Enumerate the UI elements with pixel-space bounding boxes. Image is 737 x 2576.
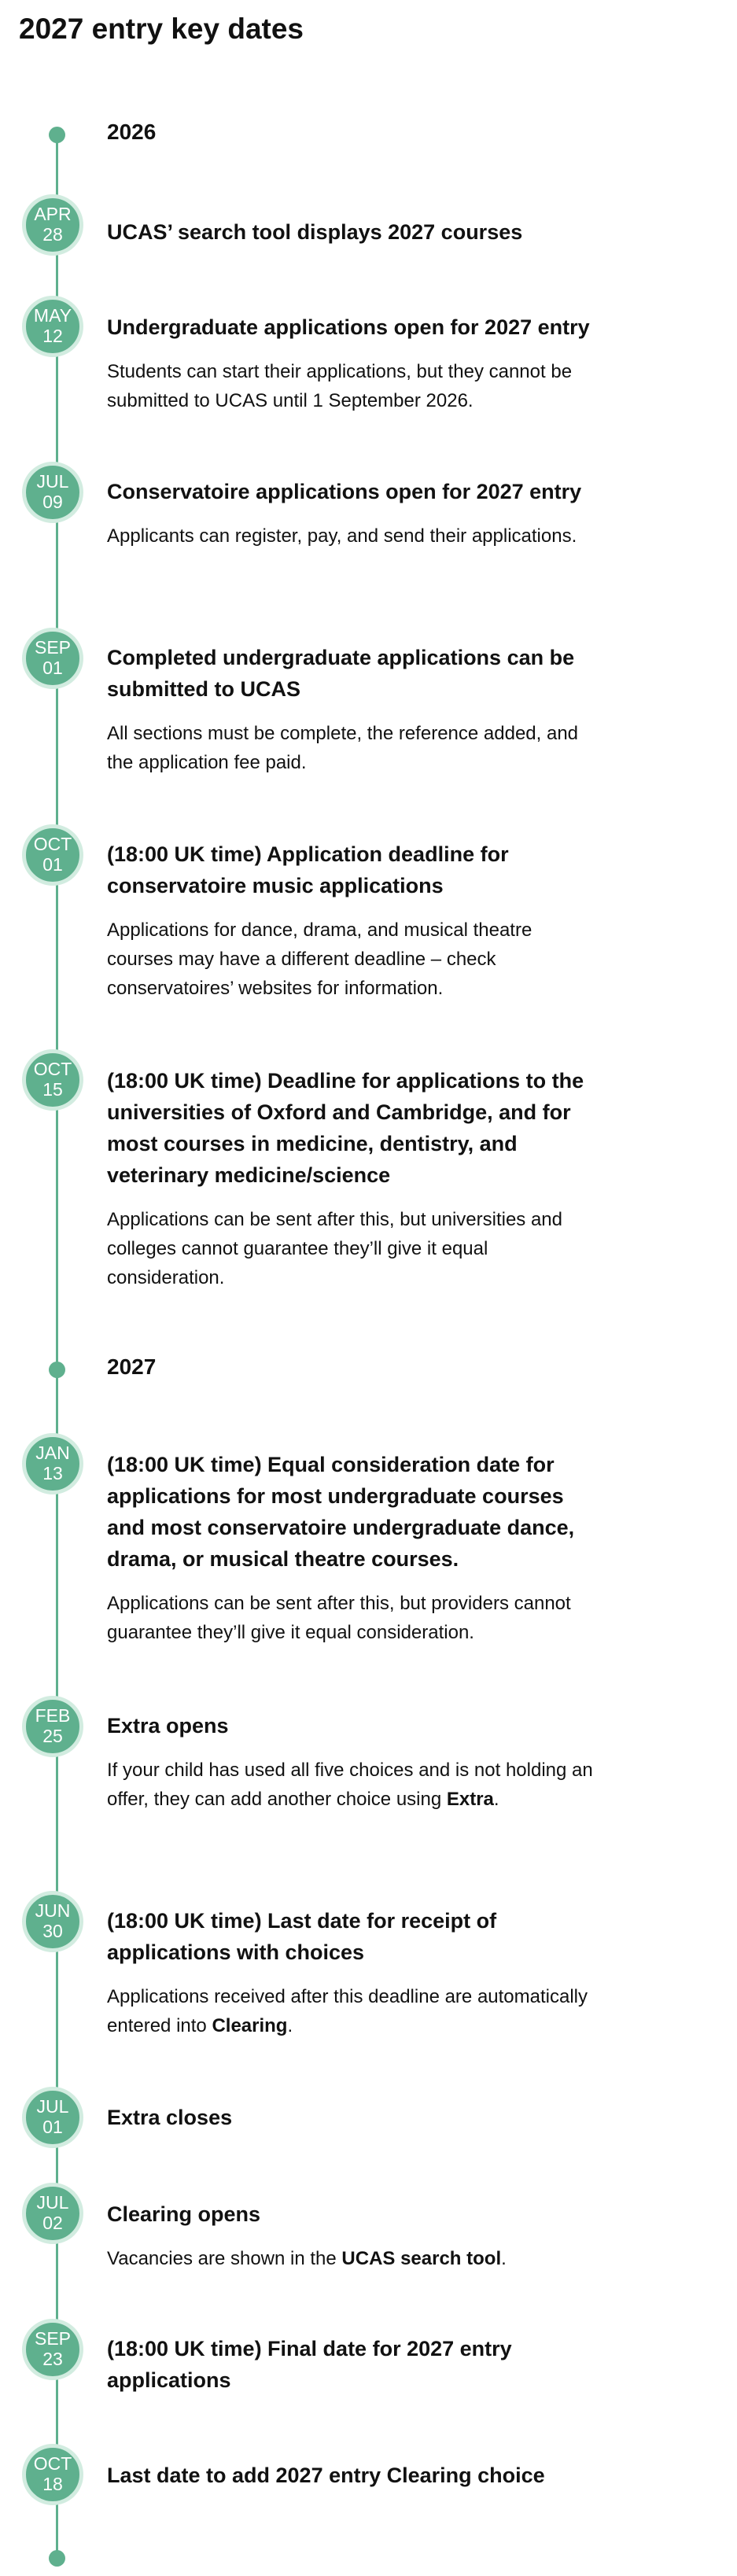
extra-emphasis: Extra bbox=[446, 1789, 494, 1810]
date-month: JUL bbox=[36, 2192, 69, 2213]
event-title: (18:00 UK time) Equal consideration date for applications for most undergraduate courses and most conservatoire undergraduate dance, drama, or musical theatre courses. bbox=[107, 1453, 575, 1571]
event-title: Last date to add 2027 entry Clearing choice bbox=[107, 2464, 545, 2487]
timeline-event bbox=[107, 2460, 595, 2491]
date-badge bbox=[22, 296, 83, 357]
event-title: Completed undergraduate applications can be submitted to UCAS bbox=[107, 646, 575, 701]
event-description: Applications for dance, drama, and musical theatre courses may have a different deadline – check conservatoires’ websites for information. bbox=[107, 919, 532, 999]
date-month: JAN bbox=[35, 1443, 70, 1464]
date-day: 13 bbox=[42, 1463, 63, 1483]
event-description: If your child has used all five choices and is not holding an offer, they can add another choice using Extra. bbox=[107, 1760, 593, 1810]
date-badge bbox=[22, 2319, 83, 2380]
event-description: Vacancies are shown in the UCAS search tool. bbox=[107, 2248, 507, 2269]
event-title: Extra opens bbox=[107, 1714, 229, 1738]
event-description: Students can start their applications, but they cannot be submitted to UCAS until 1 September 2026. bbox=[107, 361, 573, 411]
date-badge bbox=[22, 1433, 83, 1494]
date-month: SEP bbox=[34, 2328, 72, 2349]
event-title: (18:00 UK time) Application deadline for conservatoire music applications bbox=[107, 842, 509, 897]
clearing-emphasis: Clearing bbox=[212, 2015, 288, 2036]
event-title: (18:00 UK time) Final date for 2027 entry applications bbox=[107, 2337, 512, 2392]
year-heading-2026: 2026 bbox=[107, 120, 157, 144]
date-month: OCT bbox=[33, 834, 72, 855]
year-heading-2027: 2027 bbox=[107, 1354, 157, 1379]
event-title: Conservatoire applications open for 2027 entry bbox=[107, 480, 582, 503]
timeline-event bbox=[107, 1905, 595, 2040]
timeline-end-dot bbox=[49, 2550, 65, 2567]
date-day: 01 bbox=[42, 658, 63, 678]
date-day: 12 bbox=[42, 326, 63, 346]
year-marker-dot bbox=[49, 1362, 65, 1378]
date-day: 02 bbox=[42, 2213, 63, 2233]
timeline-event bbox=[107, 1449, 595, 1647]
date-badge bbox=[22, 628, 83, 689]
date-month: JUN bbox=[35, 1900, 71, 1922]
timeline-event bbox=[107, 1065, 595, 1292]
date-month: JUL bbox=[36, 471, 69, 492]
event-description: Applications can be sent after this, but providers cannot guarantee they’ll give it equal consideration. bbox=[107, 1593, 571, 1643]
timeline-event bbox=[107, 642, 595, 777]
event-title: Clearing opens bbox=[107, 2202, 261, 2226]
date-day: 15 bbox=[42, 1079, 63, 1100]
date-month: JUL bbox=[36, 2096, 69, 2117]
date-badge bbox=[22, 2444, 83, 2505]
event-description: Applications can be sent after this, but universities and colleges cannot guarantee they’ll give it equal consideration. bbox=[107, 1209, 562, 1288]
date-day: 30 bbox=[42, 1921, 63, 1941]
date-month: FEB bbox=[35, 1705, 71, 1727]
date-month: OCT bbox=[33, 1059, 72, 1080]
date-day: 18 bbox=[42, 2474, 63, 2494]
timeline-event bbox=[107, 1710, 595, 1814]
date-day: 01 bbox=[42, 2117, 63, 2137]
date-month: MAY bbox=[33, 305, 72, 326]
date-badge bbox=[22, 1891, 83, 1952]
date-badge bbox=[22, 2183, 83, 2244]
event-title: (18:00 UK time) Last date for receipt of applications with choices bbox=[107, 1909, 497, 1964]
timeline-event bbox=[107, 2102, 595, 2133]
date-day: 09 bbox=[42, 492, 63, 512]
date-month: APR bbox=[34, 204, 72, 225]
date-badge bbox=[22, 1696, 83, 1757]
timeline-event bbox=[107, 216, 595, 248]
date-badge bbox=[22, 462, 83, 523]
ucas-search-tool-emphasis: UCAS search tool bbox=[341, 2248, 502, 2269]
date-day: 28 bbox=[42, 224, 63, 245]
event-title: Undergraduate applications open for 2027 entry bbox=[107, 315, 590, 339]
timeline-event bbox=[107, 2198, 595, 2273]
date-month: OCT bbox=[33, 2453, 72, 2475]
date-badge bbox=[22, 824, 83, 886]
timeline-event bbox=[107, 311, 595, 415]
event-description: Applicants can register, pay, and send their applications. bbox=[107, 525, 577, 547]
date-badge bbox=[22, 1049, 83, 1111]
event-title: (18:00 UK time) Deadline for applications to the universities of Oxford and Cambridge, and for most courses in medicine, dentistry, and veterinary medicine/science bbox=[107, 1069, 584, 1187]
event-description: All sections must be complete, the reference added, and the application fee paid. bbox=[107, 723, 579, 773]
timeline-event bbox=[107, 476, 595, 551]
timeline-event bbox=[107, 838, 595, 1003]
date-badge bbox=[22, 2087, 83, 2148]
date-day: 01 bbox=[42, 854, 63, 875]
date-day: 25 bbox=[42, 1726, 63, 1746]
year-marker-dot bbox=[49, 127, 65, 143]
timeline-event bbox=[107, 2333, 595, 2396]
event-description: Applications received after this deadline are automatically entered into Clearing. bbox=[107, 1986, 588, 2036]
event-title: UCAS’ search tool displays 2027 courses bbox=[107, 220, 523, 244]
event-title: Extra closes bbox=[107, 2106, 233, 2129]
date-badge bbox=[22, 194, 83, 256]
date-month: SEP bbox=[34, 637, 72, 658]
date-day: 23 bbox=[42, 2349, 63, 2369]
page-title: 2027 entry key dates bbox=[19, 13, 304, 45]
